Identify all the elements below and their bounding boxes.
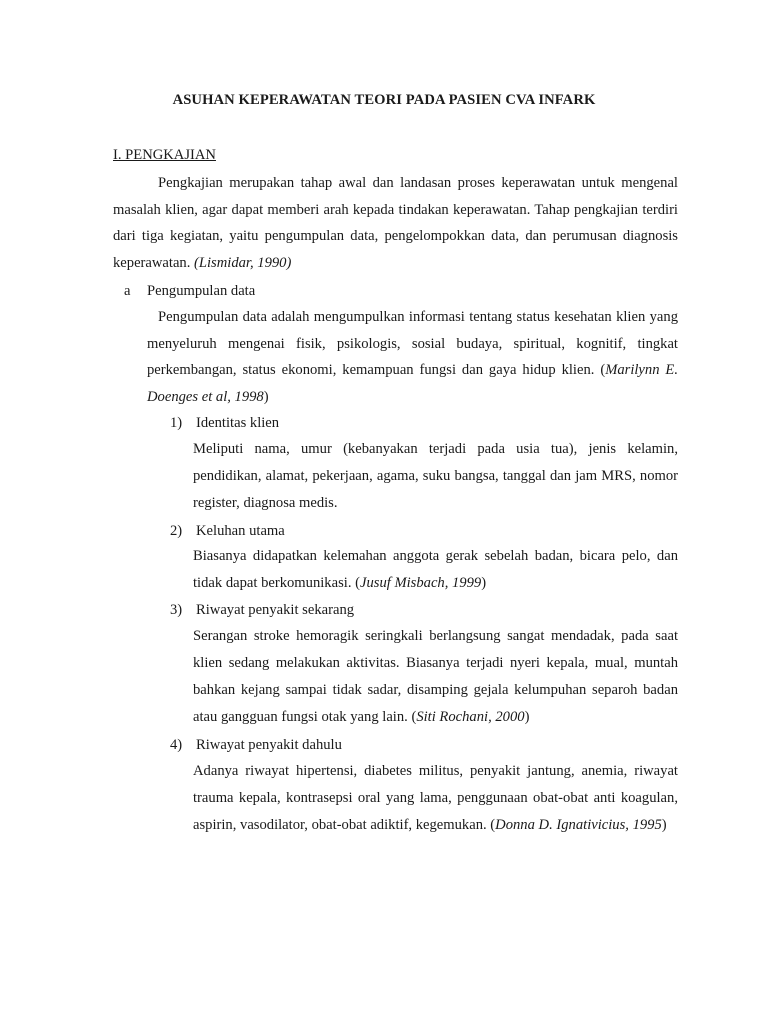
list-item-label: Riwayat penyakit sekarang: [196, 602, 355, 618]
list-item-number: 2): [170, 523, 183, 539]
list-item-label: Riwayat penyakit dahulu: [196, 737, 342, 753]
list-item-body: [193, 543, 678, 597]
list-item-text: Serangan stroke hemoragik seringkali berlangsung sangat mendadak, pada saat klien sedang melakukan aktivitas. Biasanya terjadi nyeri kepala, mual, muntah bahkan kejang sampai tidak sadar, disamping gejala kelumpuhan separoh badan atau gangguan fungsi otak yang lain.: [193, 628, 678, 725]
subsection-citation-close: ): [263, 389, 269, 406]
list-item-text: Adanya riwayat hipertensi, diabetes militus, penyakit jantung, anemia, riwayat trauma kepala, kontrasepsi oral yang lama, penggunaan obat-obat anti koagulan, aspirin, vasodilator, obat-obat adiktif, kegemukan.: [193, 763, 678, 833]
list-item-citation-open: (: [411, 709, 417, 725]
list-item-number: 1): [170, 415, 183, 431]
list-item-body: [193, 623, 678, 731]
subsection-citation: Marilynn E. Doenges et al, 1998: [147, 362, 678, 406]
list-item-citation-close: ): [524, 709, 530, 725]
list-item-citation-close: ): [481, 575, 487, 591]
list-item-title: [170, 732, 342, 758]
intro-text: Pengkajian merupakan tahap awal dan landasan proses keperawatan untuk mengenal masalah klien, agar dapat memberi arah kepada tindakan keperawatan. Tahap pengkajian terdiri dari tiga kegiatan, yaitu pengumpulan data, pengelompokkan data, dan perumusan diagnosis keperawatan.: [113, 175, 678, 272]
intro-citation: (Lismidar, 1990): [194, 255, 292, 272]
list-item-body: [193, 436, 678, 517]
list-item-number: 3): [170, 602, 183, 618]
subsection-title: Pengumpulan data: [147, 283, 256, 299]
list-item-citation-close: ): [661, 817, 667, 833]
document-title: ASUHAN KEPERAWATAN TEORI PADA PASIEN CVA INFARK: [172, 92, 596, 108]
list-item-title: [170, 410, 279, 436]
subsection-text: Pengumpulan data adalah mengumpulkan informasi tentang status kesehatan klien yang menyeluruh mengenai fisik, psikologis, sosial budaya, spiritual, kognitif, tingkat perkembangan, status ekonomi, kemampuan fungsi dan gaya hidup klien. (: [147, 309, 678, 379]
subsection-marker: a: [124, 283, 131, 299]
list-item-number: 4): [170, 737, 183, 753]
list-item-citation-open: (: [490, 817, 496, 833]
list-item-text: Meliputi nama, umur (kebanyakan terjadi pada usia tua), jenis kelamin, pendidikan, alamat, pekerjaan, agama, suku bangsa, tanggal dan jam MRS, nomor register, diagnosa medis.: [193, 441, 678, 511]
list-item-citation: Jusuf Misbach, 1999: [360, 575, 482, 591]
section-heading: I. PENGKAJIAN: [113, 147, 216, 163]
list-item-citation: Siti Rochani, 2000: [416, 709, 525, 725]
list-item-title: [170, 597, 354, 623]
subsection-heading: [124, 278, 255, 304]
list-item-text: Biasanya didapatkan kelemahan anggota gerak sebelah badan, bicara pelo, dan tidak dapat berkomunikasi.: [193, 548, 678, 591]
intro-paragraph: [113, 170, 678, 277]
list-item-citation-open: (: [355, 575, 360, 591]
list-item-body: [193, 758, 678, 839]
list-item-label: Identitas klien: [196, 415, 280, 431]
list-item-title: [170, 518, 285, 544]
list-item-label: Keluhan utama: [196, 523, 285, 539]
subsection-paragraph: [147, 304, 678, 411]
list-item-citation: Donna D. Ignativicius, 1995: [495, 817, 662, 833]
